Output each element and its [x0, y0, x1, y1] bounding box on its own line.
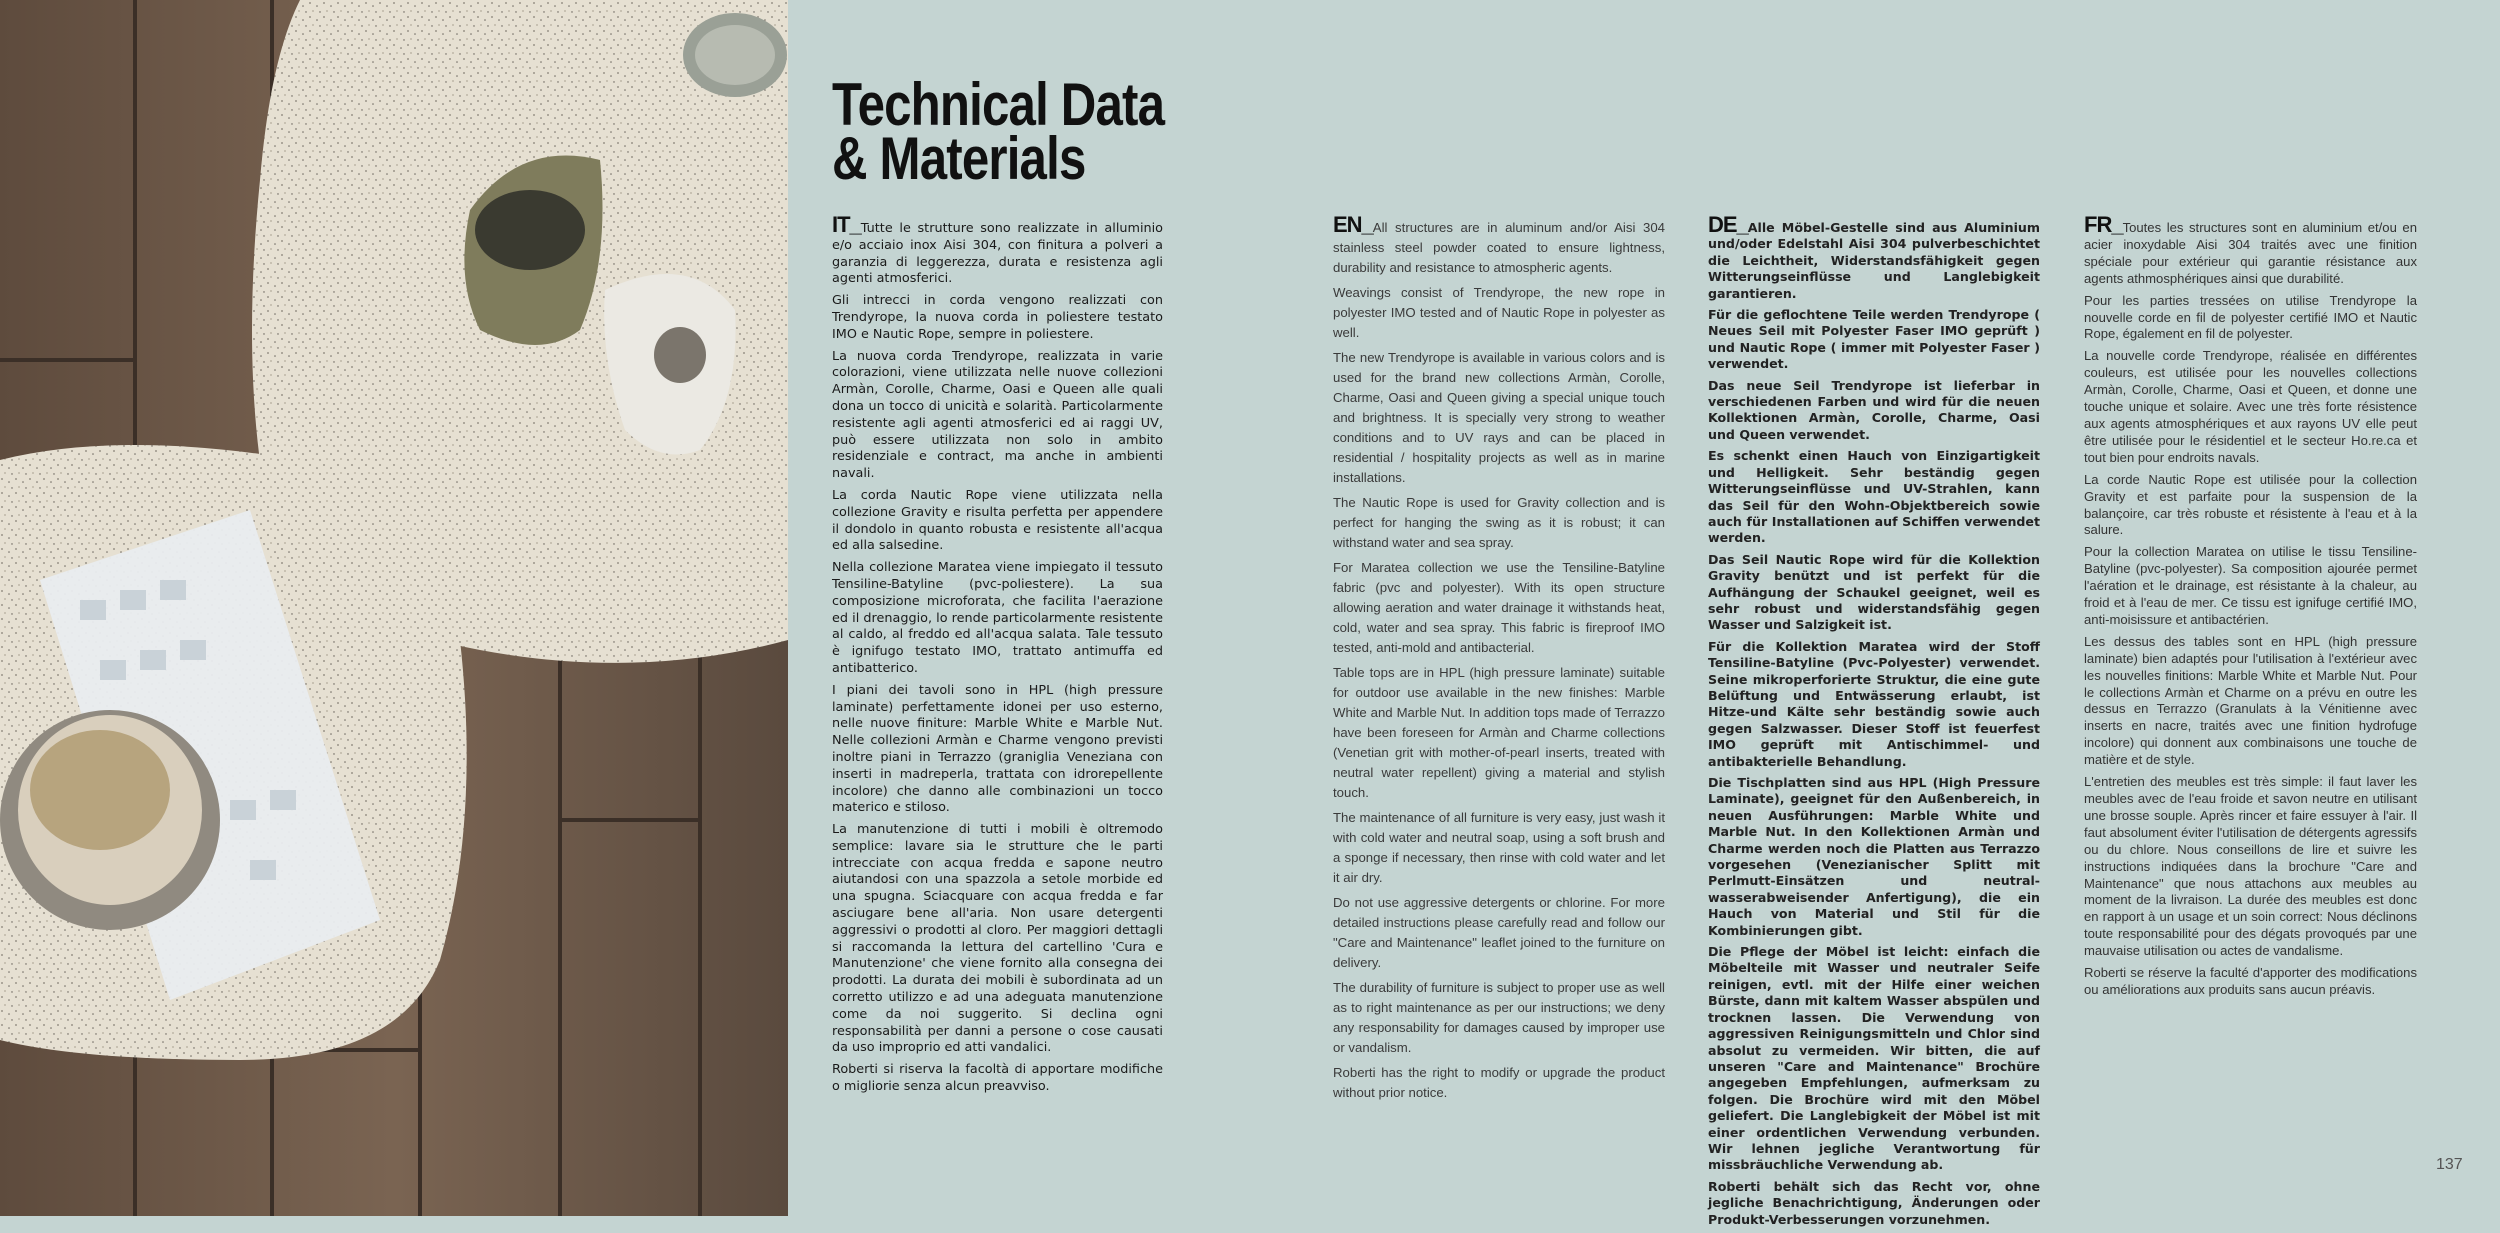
it-paragraph: La manutenzione di tutti i mobili è oltremodo semplice: lavare sia le strutture che le parti intrecciate con acqua fredda e sapone neutro aiutandosi con una spazzola a setole morbide ed una spugna. Sciacquare con acqua fredda e far asciugare bene all'aria. Non usare detergenti aggressivi o prodotti al cloro. Per maggiori dettagli si raccomanda la lettura del cartellino 'Cura e Manutenzione' che viene fornito alla consegna dei prodotti. La durata dei mobili è subordinata ad un corretto utilizzo e ad una adeguata manutenzione come da noi suggerito. Si declina ogni responsabilità per danni a persone o cose causati da uso improprio ed atti vandalici.: [832, 822, 1163, 1056]
de-paragraph: Es schenkt einen Hauch von Einzigartigkeit und Helligkeit. Sehr beständig gegen Witterungseinflüsse und UV-Strahlen, kann das Seil für den Wohn-Objektbereich sowie auch für Installationen auf Schiffen verwendet werden.: [1708, 448, 2040, 546]
title-line-2: & Materials: [832, 125, 1086, 192]
fr-paragraph: Les dessus des tables sont en HPL (high pressure laminate) bien adaptés pour l'utilisation à l'extérieur avec les nouvelles finitions: Marble White et Marble Nut. Pour le collections Armàn et Charme on a prévu en outre les dessus en Terrazzo (Granulats à la Vénitienne avec inserts en nacre, traités avec une finition hydrofuge incolore) qui donnent aux combinaisons une touche de matière et de style.: [2084, 633, 2417, 768]
lang-code-it: IT_: [832, 212, 861, 237]
it-paragraph: Roberti si riserva la facoltà di apportare modifiche o migliorie senza alcun preavviso.: [832, 1062, 1163, 1095]
de-paragraph: Für die Kollektion Maratea wird der Stoff Tensiline-Batyline (Pvc-Polyester) verwendet. Seine mikroperforierte Struktur, die eine gute Belüftung und Entwässerung erlaubt, ist Hitze-und Kälte sehr beständig sowie auch gegen Salzwasser. Dieser Stoff ist feuerfest IMO geprüft mit Antischimmel- und antibakterielle Behandlung.: [1708, 638, 2040, 769]
fr-paragraph: La nouvelle corde Trendyrope, réalisée en différentes couleurs, est utilisée pour les nouvelles collections Armàn, Corolle, Charme, Oasi et Queen, et donne une touche unique et solaire. Avec une très forte résistence aux agents atmosphériques et aux rayons UV elle peut être utilisée pour le résidentiel et le secteur Ho.re.ca et tout bien pour endroits navals.: [2084, 348, 2417, 465]
lang-code-en: EN_: [1333, 212, 1373, 237]
en-paragraph: The durability of furniture is subject to proper use as well as to right maintenance as per our instructions; we deny any responsability for damages caused by improper use or vandalism.: [1333, 980, 1665, 1055]
fr-paragraph: Pour les parties tressées on utilise Trendyrope la nouvelle corde en fil de polyester certifié IMO et Nautic Rope, également en fil de polyester.: [2084, 292, 2417, 342]
de-paragraph: Das neue Seil Trendyrope ist lieferbar in verschiedenen Farben und wird für die neuen Kollektionen Armàn, Corolle, Charme, Oasi und Queen verwendet.: [1708, 377, 2040, 442]
it-paragraph: Gli intrecci in corda vengono realizzati con Trendyrope, la nuova corda in poliestere testato IMO e Nautic Rope, sempre in poliestere.: [832, 293, 1163, 342]
fr-paragraph: La corde Nautic Rope est utilisée pour la collection Gravity et est parfaite pour la suspension de la balançoire, car très robuste et résistente à l'eau et à la salure.: [2084, 471, 2417, 538]
de-paragraph: Die Pflege der Möbel ist leicht: einfach die Möbelteile mit Wasser und neutraler Seife reinigen, evtl. mit der Hilfe einer weichen Bürste, dann mit kaltem Wasser abspülen und trocknen lassen. Die Verwendung von aggressiven Reinigungsmitteln und Chlor sind absolut zu vermeiden. Wir bitten, die auf unseren "Care and Maintenance" Brochüre angegeben Empfehlungen, aufmerksam zu folgen. Die Brochüre wird mit den Möbel geliefert. Die Langlebigkeit der Möbel ist mit einer ordentlichen Verwendung verbunden. Wir lehnen jegliche Verantwortung für missbräuchliche Verwendung ab.: [1708, 944, 2040, 1173]
fr-paragraph: Pour la collection Maratea on utilise le tissu Tensiline-Batyline (pvc-polyester). Sa composition ajourée permet l'aération et le drainage, est résistante à la chaleur, au froid et à l'eau de mer. Ce tissu est ignifuge certifié IMO, anti-moisissure et antibactérien.: [2084, 544, 2417, 627]
en-paragraph: The maintenance of all furniture is very easy, just wash it with cold water and neutral soap, using a soft brush and a sponge if necessary, then rinse with cold water and let it air dry.: [1333, 810, 1665, 885]
fr-paragraph: FR_Toutes les structures sont en aluminium et/ou en acier inoxydable Aisi 304 traités avec une finition spéciale pour extérieur qui garantie résistance aux agents athmosphériques ainsi que durabilité.: [2084, 212, 2417, 286]
en-paragraph: Roberti has the right to modify or upgrade the product without prior notice.: [1333, 1065, 1665, 1100]
en-paragraph: For Maratea collection we use the Tensiline-Batyline fabric (pvc and polyester). With its open structure allowing aeration and water drainage it withstands heat, cold, water and sea spray. This fabric is fireproof IMO tested, anti-mold and antibacterial.: [1333, 560, 1665, 655]
de-paragraph: Die Tischplatten sind aus HPL (High Pressure Laminate), geeignet für den Außenbereich, in neuen Ausführungen: Marble White und Marble Nut. In den Kollektionen Armàn und Charme werden noch die Platten aus Terrazzo vorgesehen (Venezianischer Splitt mit Perlmutt-Einsätzen und neutral-wasserabweisender Anfertigung), die ein Hauch von Material und Stil für die Kombinierungen gibt.: [1708, 775, 2040, 938]
en-paragraph: EN_All structures are in aluminum and/or Aisi 304 stainless steel powder coated to ensure lightness, durability and resistance to atmospheric agents.: [1333, 212, 1665, 275]
fr-paragraph: L'entretien des meubles est très simple: il faut laver les meubles avec de l'eau froide et savon neutre en utilisant une brosse souple. Après rincer et faire essuyer à l'air. Il faut absolument éviter l'utilisation de détergents agressifs ou du chlore. Nous conseillons de lire et suivre les instructions indiquées dans la brochure "Care and Maintenance" que nous attachons aux meubles au moment de la livraison. La durée des meubles est donc en rapport à un usage et un soin correct: Nous déclinons toute responsabilité pour des dégats provoqués par une mauvaise utilisation ou actes de vandalisme.: [2084, 774, 2417, 959]
it-paragraph: La nuova corda Trendyrope, realizzata in varie colorazioni, viene utilizzata nelle nuove collezioni Armàn, Corolle, Charme, Oasi e Queen alle quali dona un tocco di unicità e solarità. Particolarmente resistente agli agenti atmosferici ed ai raggi UV, può essere utilizzata non solo in ambito residenziale e contract, ma anche in ambienti navali.: [832, 348, 1163, 482]
en-paragraph: Do not use aggressive detergents or chlorine. For more detailed instructions please carefully read and follow our "Care and Maintenance" leaflet joined to the furniture on delivery.: [1333, 895, 1665, 970]
german-column: [1708, 212, 2040, 1233]
page-title: [832, 71, 1165, 192]
de-paragraph: Roberti behält sich das Recht vor, ohne jegliche Benachrichtigung, Änderungen oder Produkt-Verbesserungen vorzunehmen.: [1708, 1178, 2040, 1227]
lang-code-de: DE_: [1708, 212, 1748, 237]
de-paragraph: Für die geflochtene Teile werden Trendyrope ( Neues Seil mit Polyester Faser IMO geprüft ) und Nautic Rope ( immer mit Polyester Faser ) verwendet.: [1708, 307, 2040, 372]
it-paragraph: Nella collezione Maratea viene impiegato il tessuto Tensiline-Batyline (pvc-poliestere). La sua composizione microforata, che facilita l'aerazione ed il drenaggio, lo rende particolarmente resistente al caldo, al freddo ed all'acqua salata. Tale tessuto è ignifugo testato IMO, trattato antimuffa ed antibatterico.: [832, 560, 1163, 676]
en-paragraph: The new Trendyrope is available in various colors and is used for the brand new collections Armàn, Corolle, Charme, Oasi and Queen giving a special unique touch and brightness. It is specially very strong to weather conditions and to UV rays and can be placed in residential / hospitality projects as well as in marine installations.: [1333, 350, 1665, 485]
de-paragraph: Das Seil Nautic Rope wird für die Kollektion Gravity benützt und ist perfekt für die Aufhängung der Schaukel geeignet, weil es sehr robust und widerstandsfähig gegen Wasser und Salzigkeit ist.: [1708, 551, 2040, 633]
en-paragraph: Weavings consist of Trendyrope, the new rope in polyester IMO tested and of Nautic Rope in polyester as well.: [1333, 285, 1665, 340]
it-paragraph: I piani dei tavoli sono in HPL (high pressure laminate) perfettamente idonei per uso esterno, nelle nuove finiture: Marble White e Marble Nut. Nelle collezioni Armàn e Charme vengono previsti inoltre piani in Terrazzo (graniglia Veneziana con inserti in madreperla, trattata con idrorepellente incolore) che danno alle combinazioni un tocco materico e stiloso.: [832, 682, 1163, 816]
english-column: [1333, 212, 1665, 1108]
it-paragraph: IT_Tutte le strutture sono realizzate in alluminio e/o acciaio inox Aisi 304, con finitura a polveri a garanzia di leggerezza, durata e resistenza agli agenti atmosferici.: [832, 212, 1163, 287]
de-paragraph: DE_Alle Möbel-Gestelle sind aus Aluminium und/oder Edelstahl Aisi 304 pulverbeschichtet die Leichtheit, Widerstandsfähigkeit gegen Witterungseinflüsse und Langlebigkeit garantieren.: [1708, 212, 2040, 301]
product-photo: [0, 0, 788, 1216]
french-column: [2084, 212, 2417, 1004]
en-paragraph: Table tops are in HPL (high pressure laminate) suitable for outdoor use available in the new finishes: Marble White and Marble Nut. In addition tops made of Terrazzo have been foreseen for Armàn and Charme collections (Venetian grit with mother-of-pearl inserts, treated with neutral water repellent) giving a material and stylish touch.: [1333, 665, 1665, 800]
en-paragraph: The Nautic Rope is used for Gravity collection and is perfect for hanging the swing as it is robust; it can withstand water and sea spray.: [1333, 495, 1665, 550]
lang-code-fr: FR_: [2084, 212, 2123, 237]
page-number: 137: [2436, 1156, 2463, 1173]
fr-paragraph: Roberti se réserve la faculté d'apporter des modifications ou améliorations aux produits sans aucun préavis.: [2084, 965, 2417, 997]
it-paragraph: La corda Nautic Rope viene utilizzata nella collezione Gravity e risulta perfetta per appendere il dondolo in quanto robusta e resistente all'acqua ed alla salsedine.: [832, 487, 1163, 554]
title-line-1: Technical Data: [832, 71, 1165, 138]
italian-column: [832, 212, 1163, 1101]
